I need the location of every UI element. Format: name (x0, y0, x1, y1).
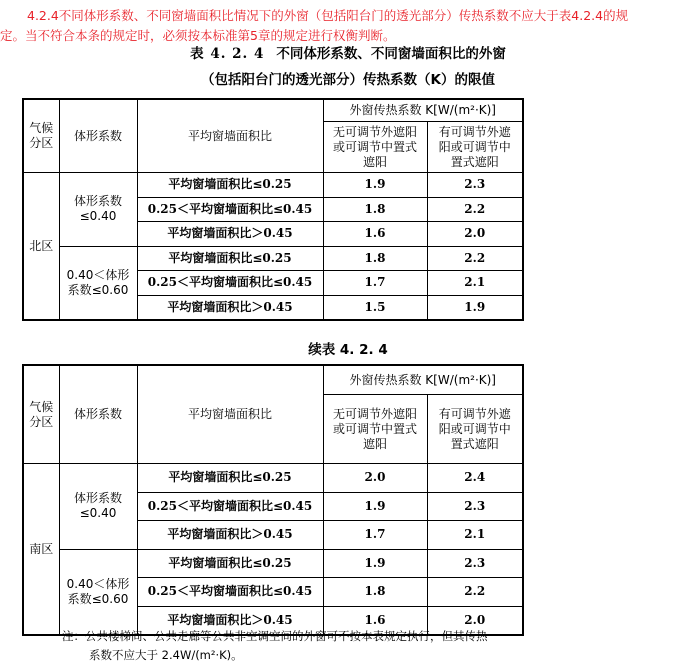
ratio-cell: 平均窗墙面积比≤0.25 (137, 464, 323, 493)
table-north (22, 98, 524, 321)
k-value-with-shading: 1.9 (427, 295, 523, 320)
table1-title (0, 42, 696, 62)
header-no-adjustable-shading: 无可调节外遮阳 或可调节中置式 遮阳 (323, 395, 427, 464)
ratio-cell: 平均窗墙面积比≤0.25 (137, 246, 323, 271)
ratio-cell: 平均窗墙面积比＞0.45 (137, 521, 323, 550)
k-value-with-shading: 2.4 (427, 464, 523, 493)
shape-coefficient-cell: 0.40＜体形 系数≤0.60 (59, 549, 137, 635)
header-adjustable-shading: 有可调节外遮 阳或可调节中 置式遮阳 (427, 122, 523, 173)
table-row (23, 549, 523, 578)
intro-line-1: 4.2.4不同体形系数、不同窗墙面积比情况下的外窗（包括阳台门的透光部分）传热系数不应大于表4.2.4的规 (27, 8, 629, 23)
header-k-group: 外窗传热系数 K[W/(m²·K)] (323, 365, 523, 395)
table1-title-number: 表 4. 2. 4 (190, 46, 265, 62)
k-value-with-shading: 2.1 (427, 521, 523, 550)
k-value-no-shading: 1.8 (323, 246, 427, 271)
ratio-cell: 0.25＜平均窗墙面积比≤0.45 (137, 492, 323, 521)
table1-subtitle: （包括阳台门的透光部分）传热系数（K）的限值 (201, 72, 495, 88)
note-line-1: 注：公共楼梯间、公共走廊等公共非空调空间的外窗可不按本表规定执行，但其传热 (62, 629, 488, 643)
k-value-with-shading: 2.0 (427, 606, 523, 635)
k-value-with-shading: 2.2 (427, 578, 523, 607)
header-shape-coefficient: 体形系数 (59, 365, 137, 464)
k-value-no-shading: 1.6 (323, 606, 427, 635)
ratio-cell: 0.25＜平均窗墙面积比≤0.45 (137, 197, 323, 222)
k-value-with-shading: 2.2 (427, 246, 523, 271)
shape-coefficient-cell: 体形系数 ≤0.40 (59, 464, 137, 550)
intro-line-2: 定。当不符合本条的规定时，必须按本标准第5章的规定进行权衡判断。 (0, 28, 396, 43)
k-value-no-shading: 1.9 (323, 549, 427, 578)
k-value-no-shading: 1.6 (323, 222, 427, 247)
header-zone: 气候 分区 (23, 99, 59, 173)
k-value-no-shading: 1.8 (323, 197, 427, 222)
table-south (22, 364, 524, 636)
k-value-no-shading: 1.8 (323, 578, 427, 607)
shape-coefficient-cell: 体形系数 ≤0.40 (59, 173, 137, 247)
k-value-no-shading: 2.0 (323, 464, 427, 493)
ratio-cell: 0.25＜平均窗墙面积比≤0.45 (137, 578, 323, 607)
header-window-wall-ratio: 平均窗墙面积比 (137, 365, 323, 464)
ratio-cell: 平均窗墙面积比≤0.25 (137, 549, 323, 578)
header-no-adjustable-shading: 无可调节外遮阳 或可调节中置式 遮阳 (323, 122, 427, 173)
table-note (62, 627, 488, 665)
ratio-cell: 平均窗墙面积比＞0.45 (137, 606, 323, 635)
zone-cell: 北区 (23, 173, 59, 321)
ratio-cell: 平均窗墙面积比≤0.25 (137, 173, 323, 198)
table2-title: 续表 4. 2. 4 (308, 342, 388, 358)
k-value-no-shading: 1.9 (323, 173, 427, 198)
intro-paragraph (0, 6, 692, 46)
k-value-with-shading: 2.1 (427, 271, 523, 296)
header-k-group: 外窗传热系数 K[W/(m²·K)] (323, 99, 523, 122)
header-zone: 气候 分区 (23, 365, 59, 464)
header-row (23, 99, 523, 122)
table-row (23, 173, 523, 198)
shape-coefficient-cell: 0.40＜体形 系数≤0.60 (59, 246, 137, 320)
zone-cell: 南区 (23, 464, 59, 636)
header-shape-coefficient: 体形系数 (59, 99, 137, 173)
k-value-with-shading: 2.3 (427, 173, 523, 198)
k-value-no-shading: 1.7 (323, 521, 427, 550)
k-value-no-shading: 1.9 (323, 492, 427, 521)
k-value-with-shading: 2.3 (427, 549, 523, 578)
table1-title-text: 不同体形系数、不同窗墙面积比的外窗 (276, 46, 506, 62)
ratio-cell: 平均窗墙面积比＞0.45 (137, 295, 323, 320)
k-value-with-shading: 2.3 (427, 492, 523, 521)
ratio-cell: 0.25＜平均窗墙面积比≤0.45 (137, 271, 323, 296)
note-line-2: 系数不应大于 2.4W/(m²·K)。 (89, 648, 243, 662)
k-value-no-shading: 1.5 (323, 295, 427, 320)
k-value-with-shading: 2.2 (427, 197, 523, 222)
header-adjustable-shading: 有可调节外遮 阳或可调节中 置式遮阳 (427, 395, 523, 464)
header-window-wall-ratio: 平均窗墙面积比 (137, 99, 323, 173)
header-row (23, 365, 523, 395)
k-value-no-shading: 1.7 (323, 271, 427, 296)
table-row (23, 464, 523, 493)
k-value-with-shading: 2.0 (427, 222, 523, 247)
table-row (23, 246, 523, 271)
ratio-cell: 平均窗墙面积比＞0.45 (137, 222, 323, 247)
